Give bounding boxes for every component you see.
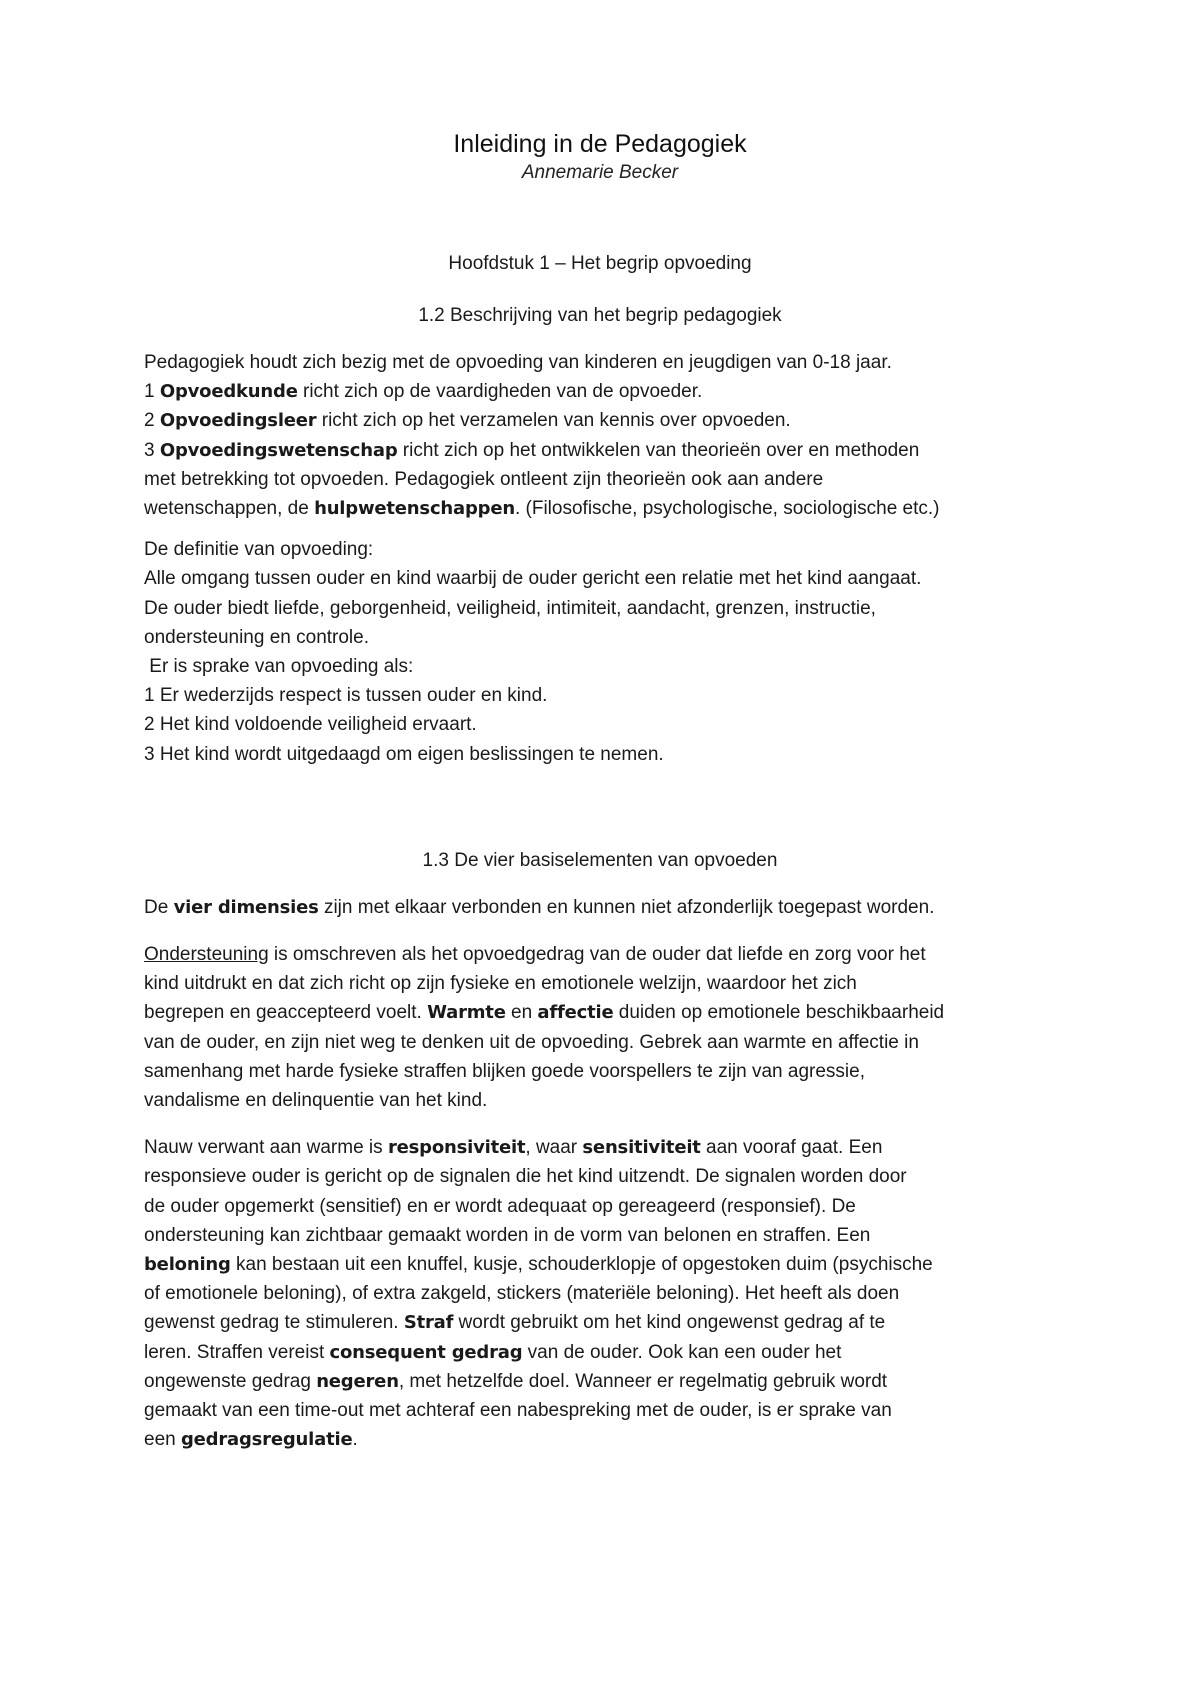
text-run: gewenst gedrag te stimuleren. [144, 1312, 404, 1334]
term-responsiviteit: responsiviteit [387, 1137, 526, 1159]
term-warmte: Warmte [427, 1002, 506, 1024]
text-line [144, 1308, 1064, 1337]
text-line: kind uitdrukt en dat zich richt op zijn fysieke en emotionele welzijn, waardoor het zich [144, 973, 857, 995]
text-run: Nauw verwant aan warme is [144, 1137, 388, 1159]
text-run: Pedagogiek houdt zich bezig met de opvoeding van kinderen en jeugdigen van 0-18 jaar. [144, 352, 892, 373]
text-line: van de ouder, en zijn niet weg te denken uit de opvoeding. Gebrek aan warmte en affectie in [144, 1031, 919, 1053]
term-consequent-gedrag: consequent gedrag [329, 1341, 523, 1363]
text-line [144, 348, 1064, 377]
paragraph-dimensies [144, 893, 1064, 922]
chapter-heading: Hoofdstuk 1 – Het begrip opvoeding [448, 253, 752, 274]
section-1-2-body [144, 348, 1064, 769]
list-number: 1 [144, 381, 160, 403]
term-opvoedingsleer: Opvoedingsleer [159, 410, 317, 432]
text-line [144, 465, 1064, 494]
text-run: . [352, 1429, 358, 1451]
text-line: vandalisme en delinquentie van het kind. [144, 1090, 488, 1112]
text-run: van de ouder. Ook kan een ouder het [522, 1341, 842, 1363]
list-item: 3 Het kind wordt uitgedaagd om eigen beslissingen te nemen. [144, 743, 664, 765]
text-run: leren. Straffen vereist [144, 1341, 330, 1363]
text-line [144, 893, 1064, 922]
paragraph-definitie [144, 535, 1064, 769]
document-title: Inleiding in de Pedagogiek [453, 130, 747, 158]
text-run: een [144, 1429, 181, 1451]
text-line [144, 1338, 1064, 1367]
text-run: zijn met elkaar verbonden en kunnen niet afzonderlijk toegepast worden. [318, 896, 935, 918]
text-run: wetenschappen, de [144, 498, 315, 520]
list-number: 2 [144, 410, 160, 432]
term-beloning: beloning [144, 1254, 231, 1276]
document-header [0, 0, 1200, 186]
text-run: , met hetzelfde doel. Wanneer er regelmatig gebruik wordt [398, 1370, 888, 1392]
text-run: is omschreven als het opvoedgedrag van de ouder dat liefde en zorg voor het [268, 944, 926, 966]
text-line [144, 1367, 1064, 1396]
term-ondersteuning: Ondersteuning [144, 944, 269, 966]
document-author: Annemarie Becker [521, 162, 679, 183]
term-sensitiviteit: sensitiviteit [582, 1137, 701, 1159]
term-gedragsregulatie: gedragsregulatie [180, 1429, 353, 1451]
text-line: gemaakt van een time-out met achteraf een nabespreking met de ouder, is er sprake van [144, 1400, 892, 1422]
text-run: richt zich op het ontwikkelen van theorieën over en methoden [397, 439, 920, 461]
text-line [144, 1133, 1064, 1162]
list-item [144, 406, 1064, 435]
text-run: met betrekking tot opvoeden. Pedagogiek ontleent zijn theorieën ook aan andere [144, 468, 824, 490]
list-item: 1 Er wederzijds respect is tussen ouder en kind. [144, 685, 548, 707]
text-line: ondersteuning kan zichtbaar gemaakt worden in de vorm van belonen en straffen. Een [144, 1224, 871, 1246]
section-1-3-body [144, 893, 1064, 1455]
term-negeren: negeren [316, 1370, 399, 1392]
term-opvoedingswetenschap: Opvoedingswetenschap [159, 439, 398, 461]
text-line: ondersteuning en controle. [144, 626, 369, 648]
term-affectie: affectie [537, 1002, 614, 1024]
text-run: begrepen en geaccepteerd voelt. [144, 1002, 428, 1024]
section-heading-1-3: 1.3 De vier basiselementen van opvoeden [422, 849, 778, 871]
term-straf: Straf [403, 1312, 454, 1334]
text-run: , waar [525, 1137, 583, 1159]
text-line: Er is sprake van opvoeding als: [144, 656, 414, 678]
paragraph-pedagogiek [144, 348, 1064, 523]
text-line [144, 494, 1064, 523]
text-run: kan bestaan uit een knuffel, kusje, schouderklopje of opgestoken duim (psychische [230, 1254, 933, 1276]
text-run: duiden op emotionele beschikbaarheid [613, 1002, 945, 1024]
text-line: samenhang met harde fysieke straffen blijken goede voorspellers te zijn van agressie, [144, 1060, 865, 1082]
section-heading-1-2: 1.2 Beschrijving van het begrip pedagogiek [418, 305, 782, 326]
text-run: aan vooraf gaat. Een [700, 1137, 883, 1159]
paragraph-responsiviteit [144, 1133, 1064, 1454]
paragraph-ondersteuning [144, 940, 1064, 1115]
text-line: De ouder biedt liefde, geborgenheid, veiligheid, intimiteit, aandacht, grenzen, instructie, [144, 597, 876, 619]
text-run: richt zich op het verzamelen van kennis over opvoeden. [316, 410, 791, 432]
text-line: of emotionele beloning), of extra zakgeld, stickers (materiële beloning). Het heeft als doen [144, 1283, 900, 1305]
text-run: De [144, 896, 174, 918]
text-run: en [505, 1002, 538, 1024]
text-run: wordt gebruikt om het kind ongewenst gedrag af te [453, 1312, 886, 1334]
text-line [144, 1425, 1064, 1454]
text-run: ongewenste gedrag [144, 1370, 317, 1392]
list-item [144, 377, 1064, 406]
text-line: de ouder opgemerkt (sensitief) en er wordt adequaat op gereageerd (responsief). De [144, 1195, 856, 1217]
list-number: 3 [144, 439, 160, 461]
text-line: De definitie van opvoeding: [144, 539, 374, 561]
text-run: richt zich op de vaardigheden van de opvoeder. [297, 381, 703, 403]
term-opvoedkunde: Opvoedkunde [159, 381, 298, 403]
list-item [144, 436, 1064, 465]
term-vier-dimensies: vier dimensies [173, 896, 319, 918]
text-line [144, 1250, 1064, 1279]
text-line [144, 940, 1064, 969]
text-line: Alle omgang tussen ouder en kind waarbij de ouder gericht een relatie met het kind aangaat. [144, 568, 922, 590]
text-line [144, 998, 1064, 1027]
list-item: 2 Het kind voldoende veiligheid ervaart. [144, 714, 477, 736]
text-run: . (Filosofische, psychologische, sociologische etc.) [514, 498, 940, 520]
term-hulpwetenschappen: hulpwetenschappen [314, 498, 515, 520]
text-line: responsieve ouder is gericht op de signalen die het kind uitzendt. De signalen worden door [144, 1166, 907, 1188]
